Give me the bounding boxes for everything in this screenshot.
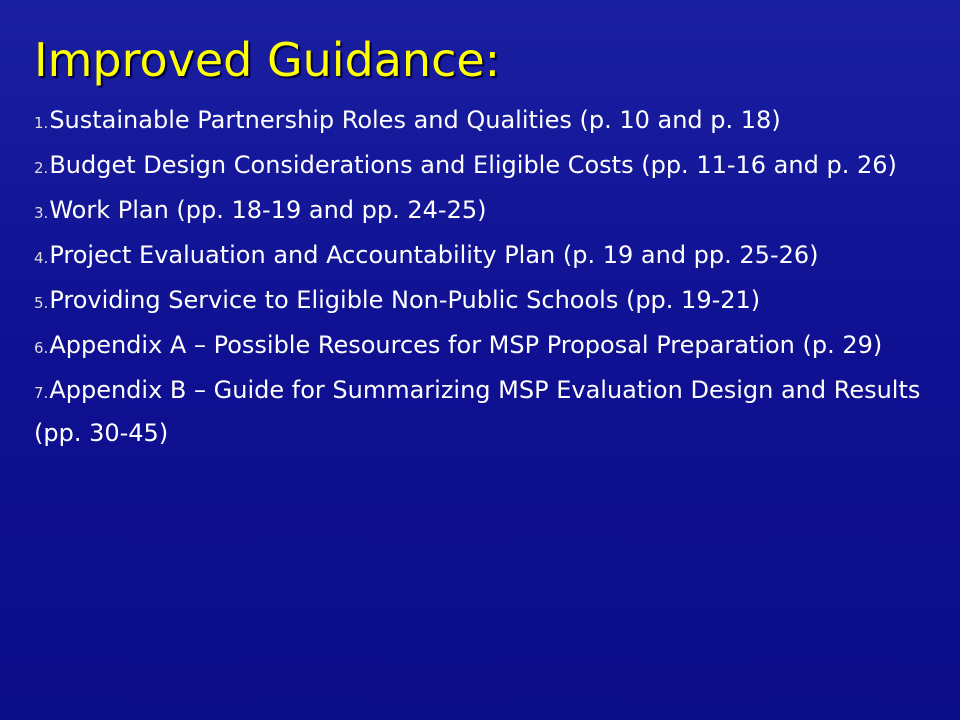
- list-item: [34, 100, 946, 143]
- item-text: Appendix B – Guide for Summarizing MSP Evaluation Design and Results (pp. 30-45): [34, 376, 921, 447]
- item-text: Work Plan (pp. 18-19 and pp. 24-25): [49, 196, 487, 224]
- item-number: 6.: [34, 339, 49, 357]
- item-text: Appendix A – Possible Resources for MSP Proposal Preparation (p. 29): [49, 331, 883, 359]
- list-item: [34, 280, 946, 323]
- slide-title: Improved Guidance:: [34, 33, 501, 87]
- item-text: Sustainable Partnership Roles and Qualities (p. 10 and p. 18): [49, 106, 781, 134]
- item-number: 5.: [34, 294, 49, 312]
- item-text: Providing Service to Eligible Non-Public Schools (pp. 19-21): [49, 286, 761, 314]
- item-number: 4.: [34, 249, 49, 267]
- list-item: [34, 145, 946, 188]
- list-item: [34, 235, 946, 278]
- item-number: 2.: [34, 159, 49, 177]
- list-item: [34, 370, 946, 453]
- list-item: [34, 325, 946, 368]
- list-item: [34, 190, 946, 233]
- guidance-list: [34, 100, 946, 455]
- item-number: 1.: [34, 114, 49, 132]
- item-number: 7.: [34, 384, 49, 402]
- item-text: Project Evaluation and Accountability Plan (p. 19 and pp. 25-26): [49, 241, 819, 269]
- item-number: 3.: [34, 204, 49, 222]
- item-text: Budget Design Considerations and Eligible Costs (pp. 11-16 and p. 26): [49, 151, 897, 179]
